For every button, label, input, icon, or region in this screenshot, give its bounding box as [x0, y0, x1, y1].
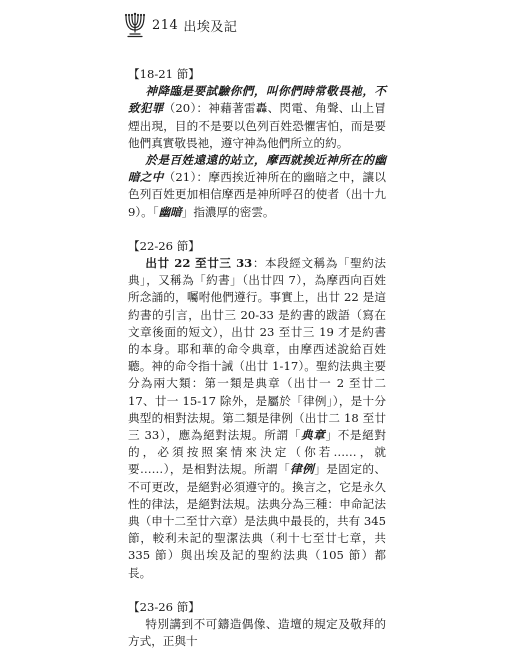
- key-term: 幽暗: [158, 204, 182, 219]
- page-body: [128, 66, 386, 651]
- commentary-text: 」不是絕對的，必須按照案情來決定（你若……，就要……），是相對法規。所謂「: [128, 428, 386, 477]
- book-title: 出埃及記: [183, 19, 238, 35]
- commentary-text: （21）：摩西挨近神所在的幽暗之中，讓以色列百姓更加相信摩西是神所呼召的使者（出十九 9）。「: [128, 170, 386, 219]
- scripture-reference: 出廿 22 至廿三 33: [145, 256, 253, 271]
- section-label: 【22-26 節】: [128, 238, 200, 253]
- commentary-text: 」是固定的、不可更改，是絕對必須遵守的。換言之，它是永久性的律法，是絕對法規。法典分為三種：申命記法典（申十二至廿六章）是法典中最長的，共有 345 節，較利未記的聖潔法典（利十七至廿七章，共 335 節）與出埃及記的聖約法典（105 節）都長。: [128, 462, 386, 580]
- commentary-text: ：本段經文稱為「聖約法典」，又稱為「約書」（出廿四 7），為摩西向百姓所念誦的，囑咐他們遵行。事實上，出廿 22 是這約書的引言，出廿三 20-33 是約書的跋語（寫在文章後面的短文），出廿 23 至廿三 19 才是約書的本身。耶和華的命令典章，由摩西述說給百姓聽。神的命令指十誡（出廿 1-17）。聖約法典主要分為兩大類：第一類是典章（出廿一 2 至廿二 17、廿一 15-17 除外，是屬於「律例」），是十分典型的相對法規。第二類是律例（出廿二 18 至廿三 33），應為絕對法規。所謂「: [128, 256, 386, 443]
- section-label: 【23-26 節】: [128, 599, 200, 614]
- verse-quote: 於是百姓遠遠的站立，摩西就挨近神所在的幽暗之中: [128, 153, 386, 185]
- paragraph: [128, 616, 386, 650]
- running-header: [124, 10, 237, 40]
- key-term: 典章: [300, 428, 326, 443]
- page-number: 214: [152, 17, 179, 33]
- paragraph: [128, 152, 386, 221]
- key-term: 律例: [290, 462, 315, 477]
- section-label: 【18-21 節】: [128, 67, 200, 81]
- paragraph: [128, 255, 386, 582]
- commentary-text: （20）：神藉著雷轟、閃電、角聲、山上冒煙出現，目的不是要以色列百姓恐懼害怕，而是要他們真實敬畏祂，遵守神為他們所立的約。: [128, 101, 386, 150]
- commentary-text: 特別講到不可鑄造偶像、造壇的規定及敬拜的方式，正與十: [128, 617, 386, 649]
- commentary-text: 」指濃厚的密雲。: [181, 204, 275, 219]
- verse-quote: 神降臨是要試驗你們，叫你們時常敬畏祂，不致犯罪: [128, 84, 386, 116]
- menorah-icon: [124, 12, 146, 38]
- paragraph: [128, 83, 386, 152]
